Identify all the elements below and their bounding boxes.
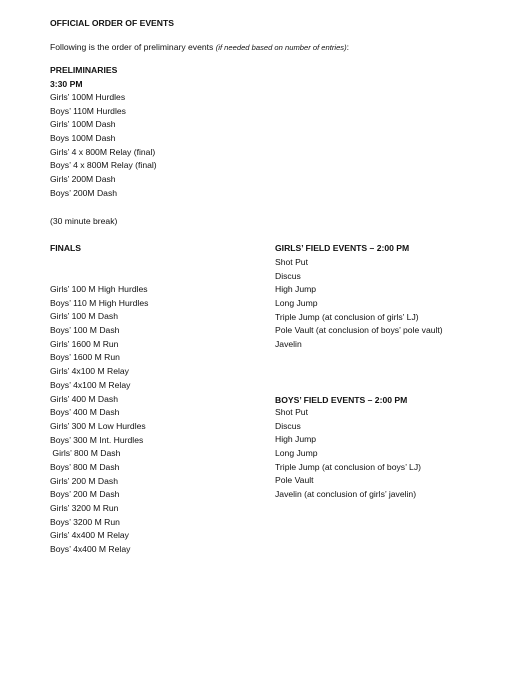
list-item: Long Jump — [275, 448, 318, 459]
list-item: Javelin — [275, 339, 302, 350]
list-item: Girls’ 400 M Dash — [50, 393, 118, 404]
break-note: (30 minute break) — [50, 216, 118, 226]
list-item: Girls’ 4x100 M Relay — [50, 366, 129, 377]
list-item: Boys’ 100 M Dash — [50, 325, 120, 336]
list-item: Shot Put — [275, 257, 308, 267]
preliminaries-heading: PRELIMINARIES — [50, 65, 118, 75]
list-item: Shot Put — [275, 407, 308, 417]
list-item: Boys’ 3200 M Run — [50, 516, 120, 527]
list-item: Girls’ 100M Dash — [50, 119, 116, 130]
intro-note: (if needed based on number of entries) — [215, 43, 347, 52]
girls-field-heading: GIRLS’ FIELD EVENTS – 2:00 PM — [275, 243, 410, 253]
list-item: Girls’ 300 M Low Hurdles — [50, 420, 146, 431]
list-item: Girls’ 4 x 800M Relay (final) — [50, 146, 156, 157]
list-item: Boys’ 110 M High Hurdles — [50, 297, 149, 308]
list-item: High Jump — [275, 284, 317, 295]
list-item: Girls’ 200M Dash — [50, 174, 116, 185]
list-item: Boys’ 4x100 M Relay — [50, 379, 131, 390]
list-item: Discus — [275, 270, 301, 281]
girls-field-event-list — [275, 256, 443, 352]
list-item: Pole Vault — [275, 475, 314, 486]
list-item: Girls’ 100M Hurdles — [50, 92, 126, 102]
list-item: Boys’ 4x400 M Relay — [50, 544, 131, 555]
list-item: Boys’ 1600 M Run — [50, 352, 120, 363]
list-item: Pole Vault (at conclusion of boys’ pole vault) — [275, 325, 443, 336]
list-item: Boys’ 110M Hurdles — [50, 105, 126, 116]
finals-event-list — [50, 283, 148, 557]
list-item: Boys’ 300 M Int. Hurdles — [50, 434, 144, 445]
intro-suffix: : — [346, 42, 350, 52]
intro-line — [50, 42, 349, 52]
preliminaries-time: 3:30 PM — [50, 79, 83, 89]
list-item: Girls’ 800 M Dash — [50, 448, 121, 459]
boys-field-heading: BOYS’ FIELD EVENTS – 2:00 PM — [275, 395, 408, 405]
list-item: Boys’ 400 M Dash — [50, 407, 120, 418]
list-item: Javelin (at conclusion of girls’ javelin) — [275, 489, 417, 500]
list-item: Triple Jump (at conclusion of boys’ LJ) — [275, 461, 421, 472]
finals-heading: FINALS — [50, 243, 82, 253]
list-item: Boys’ 800 M Dash — [50, 461, 120, 472]
list-item: High Jump — [275, 434, 317, 445]
page-title: OFFICIAL ORDER OF EVENTS — [50, 18, 174, 28]
list-item: Triple Jump (at conclusion of girls’ LJ) — [275, 311, 419, 322]
list-item: Long Jump — [275, 298, 318, 309]
list-item: Boys 100M Dash — [50, 133, 116, 144]
list-item: Boys’ 200M Dash — [50, 187, 118, 198]
list-item: Girls’ 4x400 M Relay — [50, 530, 129, 541]
list-item: Discus — [275, 420, 301, 431]
list-item: Girls’ 1600 M Run — [50, 338, 119, 349]
list-item: Boys’ 4 x 800M Relay (final) — [50, 160, 157, 171]
intro-text: Following is the order of preliminary events — [50, 42, 216, 52]
list-item: Girls’ 3200 M Run — [50, 503, 119, 513]
list-item: Girls’ 200 M Dash — [50, 475, 118, 486]
list-item: Boys’ 200 M Dash — [50, 489, 120, 500]
list-item: Girls’ 100 M Dash — [50, 311, 118, 322]
list-item: Girls’ 100 M High Hurdles — [50, 284, 148, 294]
preliminaries-event-list — [50, 91, 157, 201]
boys-field-event-list — [275, 406, 421, 502]
